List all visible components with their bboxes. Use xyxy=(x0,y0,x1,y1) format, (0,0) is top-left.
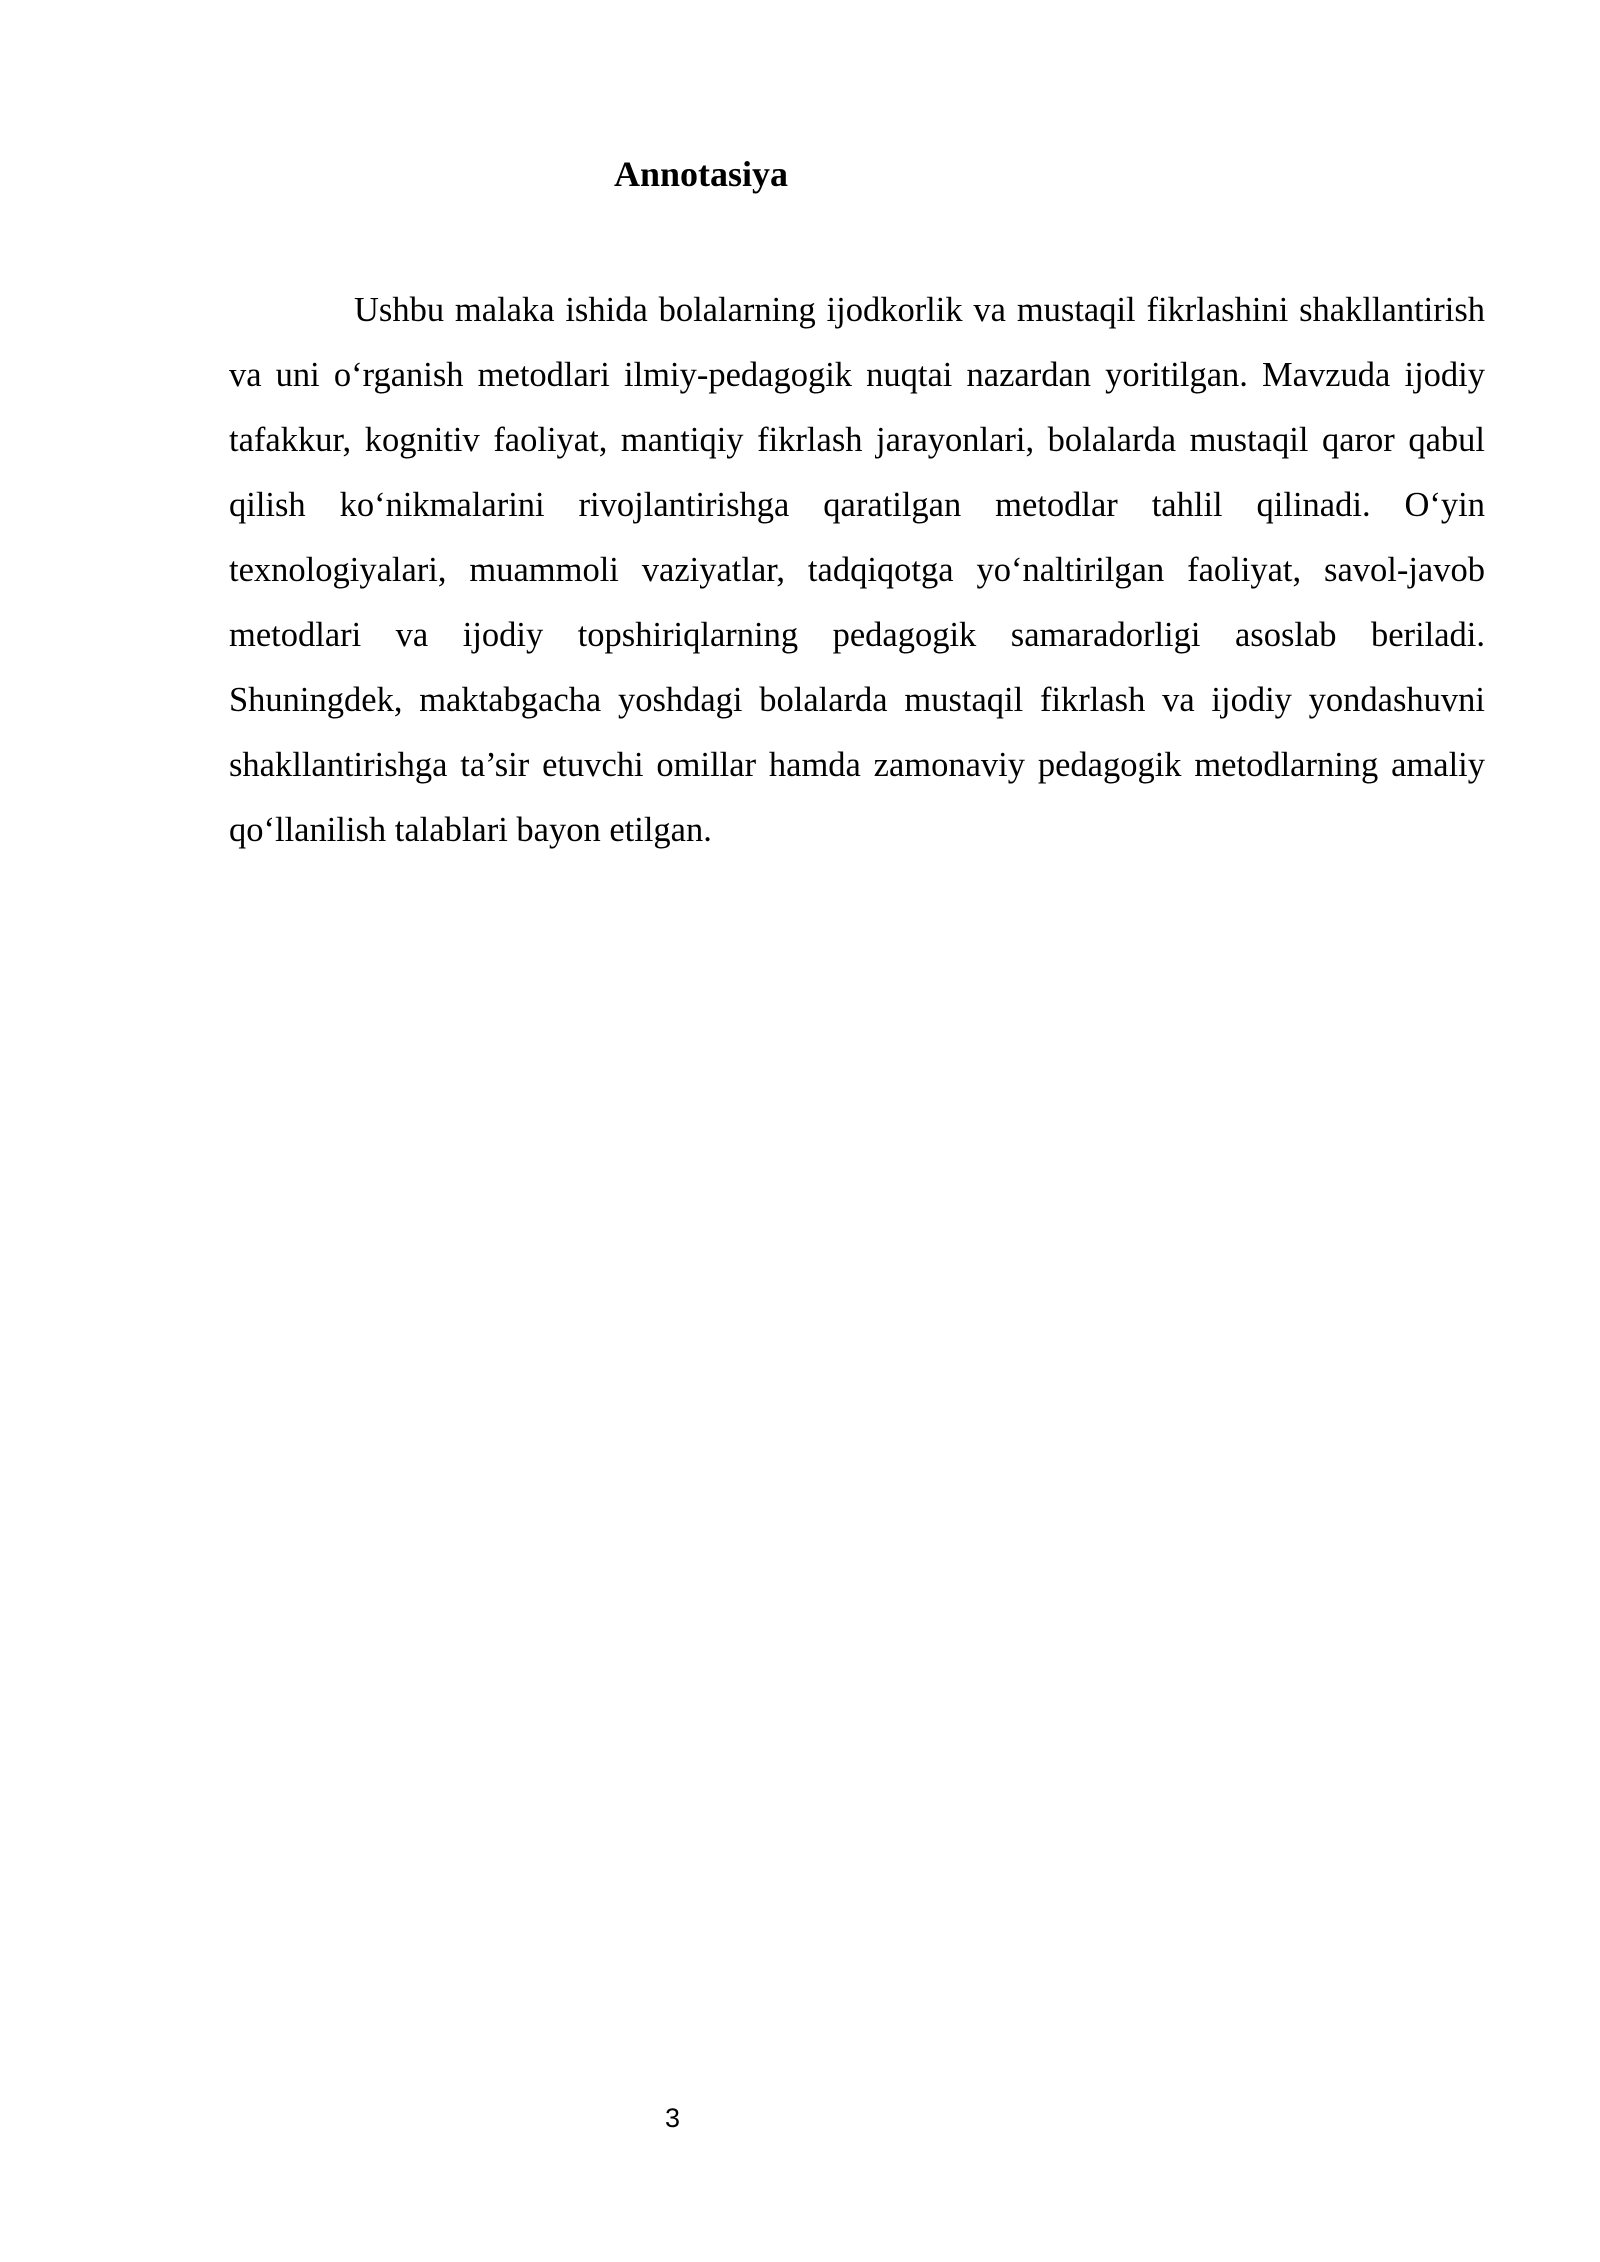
abstract-paragraph: Ushbu malaka ishida bolalarning ijodkorlik va mustaqil fikrlashini shakllantirish va uni o‘rganish metodlari ilmiy-pedagogik nuqtai nazardan yoritilgan. Mavzuda ijodiy tafakkur, kognitiv faoliyat, mantiqiy fikrlash jarayonlari, bolalarda mustaqil qaror qabul qilish ko‘nikmalarini rivojlantirishga qaratilgan metodlar tahlil qilinadi. O‘yin texnologiyalari, muammoli vaziyatlar, tadqiqotga yo‘naltirilgan faoliyat, savol-javob metodlari va ijodiy topshiriqlarning pedagogik samaradorligi asoslab beriladi. Shuningdek, maktabgacha yoshdagi bolalarda mustaqil fikrlash va ijodiy yondashuvni shakllantirishga ta’sir etuvchi omillar hamda zamonaviy pedagogik metodlarning amaliy qo‘llanilish talablari bayon etilgan. xyxy=(229,291,1485,849)
page-title: Annotasiya xyxy=(614,154,789,194)
page-number: 3 xyxy=(664,2103,681,2133)
